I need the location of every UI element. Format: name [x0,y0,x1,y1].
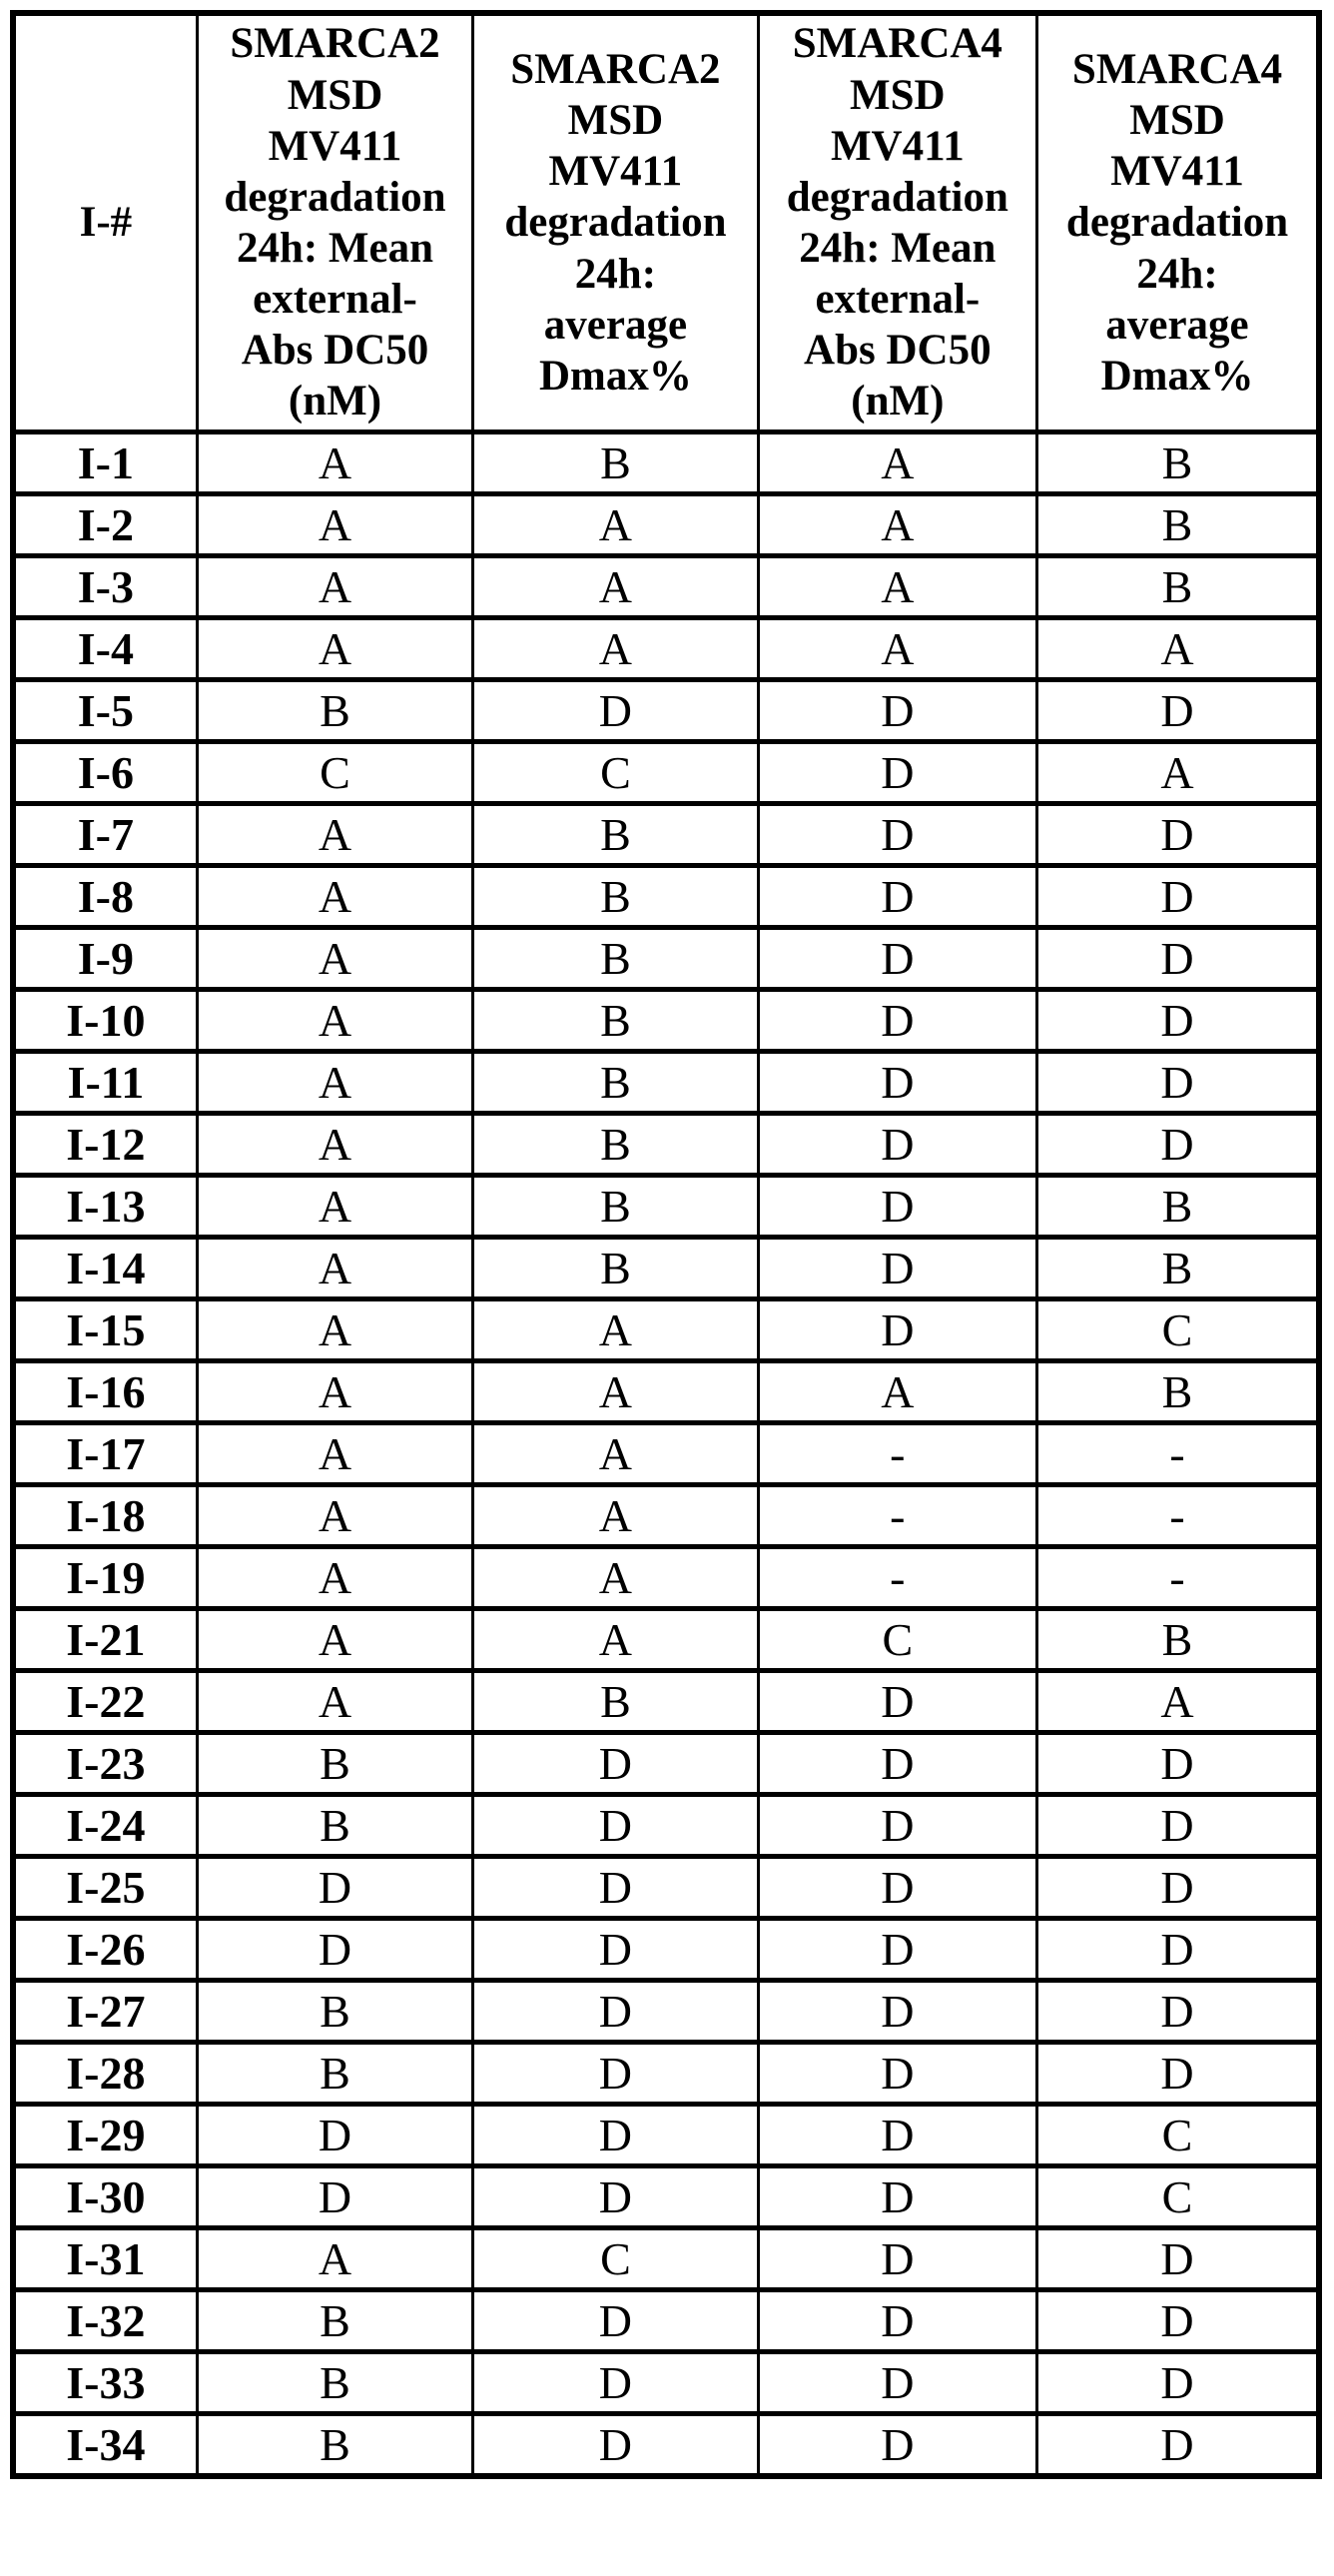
row-label: I-25 [13,1857,197,1919]
table-row [13,1114,1319,1176]
table-row [13,1485,1319,1547]
row-label: I-30 [13,2166,197,2228]
table-cell: A [1037,618,1319,680]
table-cell: D [473,2414,758,2476]
row-label: I-13 [13,1176,197,1238]
table-row [13,680,1319,742]
table-cell: B [473,1052,758,1114]
row-label: I-10 [13,990,197,1052]
table-cell: A [197,618,472,680]
table-cell: D [473,2166,758,2228]
table-row [13,494,1319,556]
table-cell: A [473,1485,758,1547]
row-label: I-24 [13,1795,197,1857]
table-cell: C [1037,1299,1319,1361]
table-row [13,1547,1319,1609]
table-row [13,2043,1319,2105]
table-cell: D [758,928,1036,990]
table-cell: B [197,1981,472,2043]
table-cell: B [197,1733,472,1795]
table-cell: B [1037,556,1319,618]
table-cell: A [197,432,472,494]
table-cell: D [758,1733,1036,1795]
table-cell: B [473,1671,758,1733]
row-label: I-18 [13,1485,197,1547]
table-row [13,2414,1319,2476]
row-label: I-8 [13,866,197,928]
table-cell: C [473,742,758,804]
table-cell: D [1037,1795,1319,1857]
table-cell: B [197,2414,472,2476]
table-cell: D [473,1919,758,1981]
table-cell: D [758,1795,1036,1857]
table-cell: D [1037,1052,1319,1114]
table-cell: A [197,866,472,928]
table-body [13,432,1319,2476]
table-cell: D [1037,866,1319,928]
table-cell: D [473,680,758,742]
table-cell: A [473,1547,758,1609]
table-row [13,1176,1319,1238]
table-cell: C [758,1609,1036,1671]
table-cell: A [758,432,1036,494]
table-cell: D [758,2228,1036,2290]
row-label: I-22 [13,1671,197,1733]
table-row [13,432,1319,494]
table-cell: D [758,1052,1036,1114]
row-label: I-3 [13,556,197,618]
table-cell: A [473,618,758,680]
table-cell: D [1037,2352,1319,2414]
row-label: I-23 [13,1733,197,1795]
table-cell: A [197,2228,472,2290]
table-cell: D [1037,1857,1319,1919]
table-cell: D [758,804,1036,866]
table-cell: B [1037,1609,1319,1671]
table-cell: A [1037,1671,1319,1733]
table-cell: A [197,990,472,1052]
table-cell: B [473,990,758,1052]
row-label: I-33 [13,2352,197,2414]
table-cell: D [758,1176,1036,1238]
table-cell: A [758,618,1036,680]
table-cell: D [197,2166,472,2228]
table-row [13,866,1319,928]
table-row [13,1857,1319,1919]
table-cell: A [197,1238,472,1299]
table-cell: B [473,432,758,494]
table-cell: D [473,1857,758,1919]
table-row [13,1981,1319,2043]
table-cell: D [473,1733,758,1795]
table-cell: D [473,2105,758,2166]
table-row [13,618,1319,680]
table-cell: - [758,1547,1036,1609]
column-header-id: I-# [13,13,197,432]
table-row [13,2166,1319,2228]
row-label: I-28 [13,2043,197,2105]
table-row [13,928,1319,990]
table-cell: A [473,1299,758,1361]
row-label: I-34 [13,2414,197,2476]
table-cell: D [758,680,1036,742]
table-row [13,1299,1319,1361]
table-cell: D [197,2105,472,2166]
table-cell: D [197,1857,472,1919]
table-cell: A [197,1052,472,1114]
table-cell: D [758,2043,1036,2105]
table-row [13,2352,1319,2414]
table-cell: A [758,556,1036,618]
table-cell: A [197,1361,472,1423]
table-cell: B [473,804,758,866]
table-cell: D [758,2414,1036,2476]
table-cell: D [473,2352,758,2414]
row-label: I-32 [13,2290,197,2352]
table-cell: - [1037,1547,1319,1609]
table-cell: D [473,1981,758,2043]
table-cell: C [197,742,472,804]
table-cell: D [1037,2290,1319,2352]
column-header-smarca4-dmax: SMARCA4 MSD MV411 degradation 24h: average Dmax% [1037,13,1319,432]
table-cell: B [1037,1361,1319,1423]
table-cell: - [758,1423,1036,1485]
table-cell: A [758,1361,1036,1423]
table-cell: D [197,1919,472,1981]
table-cell: A [197,556,472,618]
table-cell: B [473,1238,758,1299]
table-cell: C [1037,2166,1319,2228]
row-label: I-9 [13,928,197,990]
table-row [13,742,1319,804]
table-cell: A [197,1176,472,1238]
table-cell: D [1037,1733,1319,1795]
row-label: I-27 [13,1981,197,2043]
row-label: I-21 [13,1609,197,1671]
table-cell: C [473,2228,758,2290]
row-label: I-6 [13,742,197,804]
table-row [13,1671,1319,1733]
table-cell: D [758,2352,1036,2414]
table-cell: D [1037,680,1319,742]
degradation-results-table [10,10,1322,2479]
table-cell: - [1037,1485,1319,1547]
table-cell: A [197,804,472,866]
table-cell: D [758,2290,1036,2352]
table-row [13,1609,1319,1671]
row-label: I-5 [13,680,197,742]
table-row [13,804,1319,866]
table-cell: D [1037,1981,1319,2043]
table-cell: D [1037,2043,1319,2105]
table-row [13,990,1319,1052]
table-row [13,1423,1319,1485]
table-cell: A [197,1485,472,1547]
table-cell: A [473,494,758,556]
table-row [13,1919,1319,1981]
table-cell: D [758,1114,1036,1176]
row-label: I-14 [13,1238,197,1299]
table-row [13,1733,1319,1795]
table-cell: A [197,1423,472,1485]
table-cell: B [1037,494,1319,556]
table-cell: D [758,2105,1036,2166]
table-cell: A [473,1423,758,1485]
row-label: I-15 [13,1299,197,1361]
table-row [13,1238,1319,1299]
column-header-smarca2-dmax: SMARCA2 MSD MV411 degradation 24h: average Dmax% [473,13,758,432]
row-label: I-17 [13,1423,197,1485]
table-cell: B [197,2290,472,2352]
table-cell: D [1037,2228,1319,2290]
table-cell: D [1037,804,1319,866]
row-label: I-2 [13,494,197,556]
row-label: I-16 [13,1361,197,1423]
row-label: I-29 [13,2105,197,2166]
table-cell: B [197,1795,472,1857]
table-cell: A [197,928,472,990]
table-row [13,2228,1319,2290]
table-cell: D [1037,928,1319,990]
table-cell: D [473,1795,758,1857]
table-cell: B [473,1176,758,1238]
table-cell: C [1037,2105,1319,2166]
table-cell: - [1037,1423,1319,1485]
table-row [13,2290,1319,2352]
header-row [13,13,1319,432]
table-cell: A [473,1361,758,1423]
table-cell: D [758,1671,1036,1733]
table-row [13,1052,1319,1114]
table-cell: B [1037,1238,1319,1299]
table-cell: B [473,1114,758,1176]
table-cell: A [197,1114,472,1176]
table-cell: D [758,1981,1036,2043]
row-label: I-4 [13,618,197,680]
table-cell: D [758,742,1036,804]
table-cell: D [1037,990,1319,1052]
column-header-smarca2-dc50: SMARCA2 MSD MV411 degradation 24h: Mean external- Abs DC50 (nM) [197,13,472,432]
table-cell: A [758,494,1036,556]
table-row [13,1795,1319,1857]
table-cell: D [758,866,1036,928]
table-cell: D [758,1857,1036,1919]
table-cell: B [1037,1176,1319,1238]
table-cell: A [473,556,758,618]
table-cell: B [1037,432,1319,494]
table-cell: D [473,2043,758,2105]
row-label: I-1 [13,432,197,494]
table-row [13,556,1319,618]
table-cell: A [197,494,472,556]
table-row [13,2105,1319,2166]
table-cell: - [758,1485,1036,1547]
table-cell: D [758,2166,1036,2228]
table-cell: A [197,1299,472,1361]
table-cell: B [473,928,758,990]
row-label: I-7 [13,804,197,866]
table-cell: A [197,1671,472,1733]
table-cell: A [1037,742,1319,804]
table-cell: D [1037,1919,1319,1981]
table-cell: D [758,1299,1036,1361]
row-label: I-31 [13,2228,197,2290]
table-cell: D [758,1238,1036,1299]
column-header-smarca4-dc50: SMARCA4 MSD MV411 degradation 24h: Mean external- Abs DC50 (nM) [758,13,1036,432]
table-cell: D [758,990,1036,1052]
table-cell: D [1037,1114,1319,1176]
row-label: I-19 [13,1547,197,1609]
table-cell: D [473,2290,758,2352]
table-cell: B [473,866,758,928]
table-cell: A [197,1547,472,1609]
table-cell: B [197,680,472,742]
table-cell: A [473,1609,758,1671]
table-cell: D [758,1919,1036,1981]
row-label: I-12 [13,1114,197,1176]
table-cell: B [197,2043,472,2105]
table-cell: B [197,2352,472,2414]
row-label: I-11 [13,1052,197,1114]
table-cell: D [1037,2414,1319,2476]
table-row [13,1361,1319,1423]
row-label: I-26 [13,1919,197,1981]
table-cell: A [197,1609,472,1671]
